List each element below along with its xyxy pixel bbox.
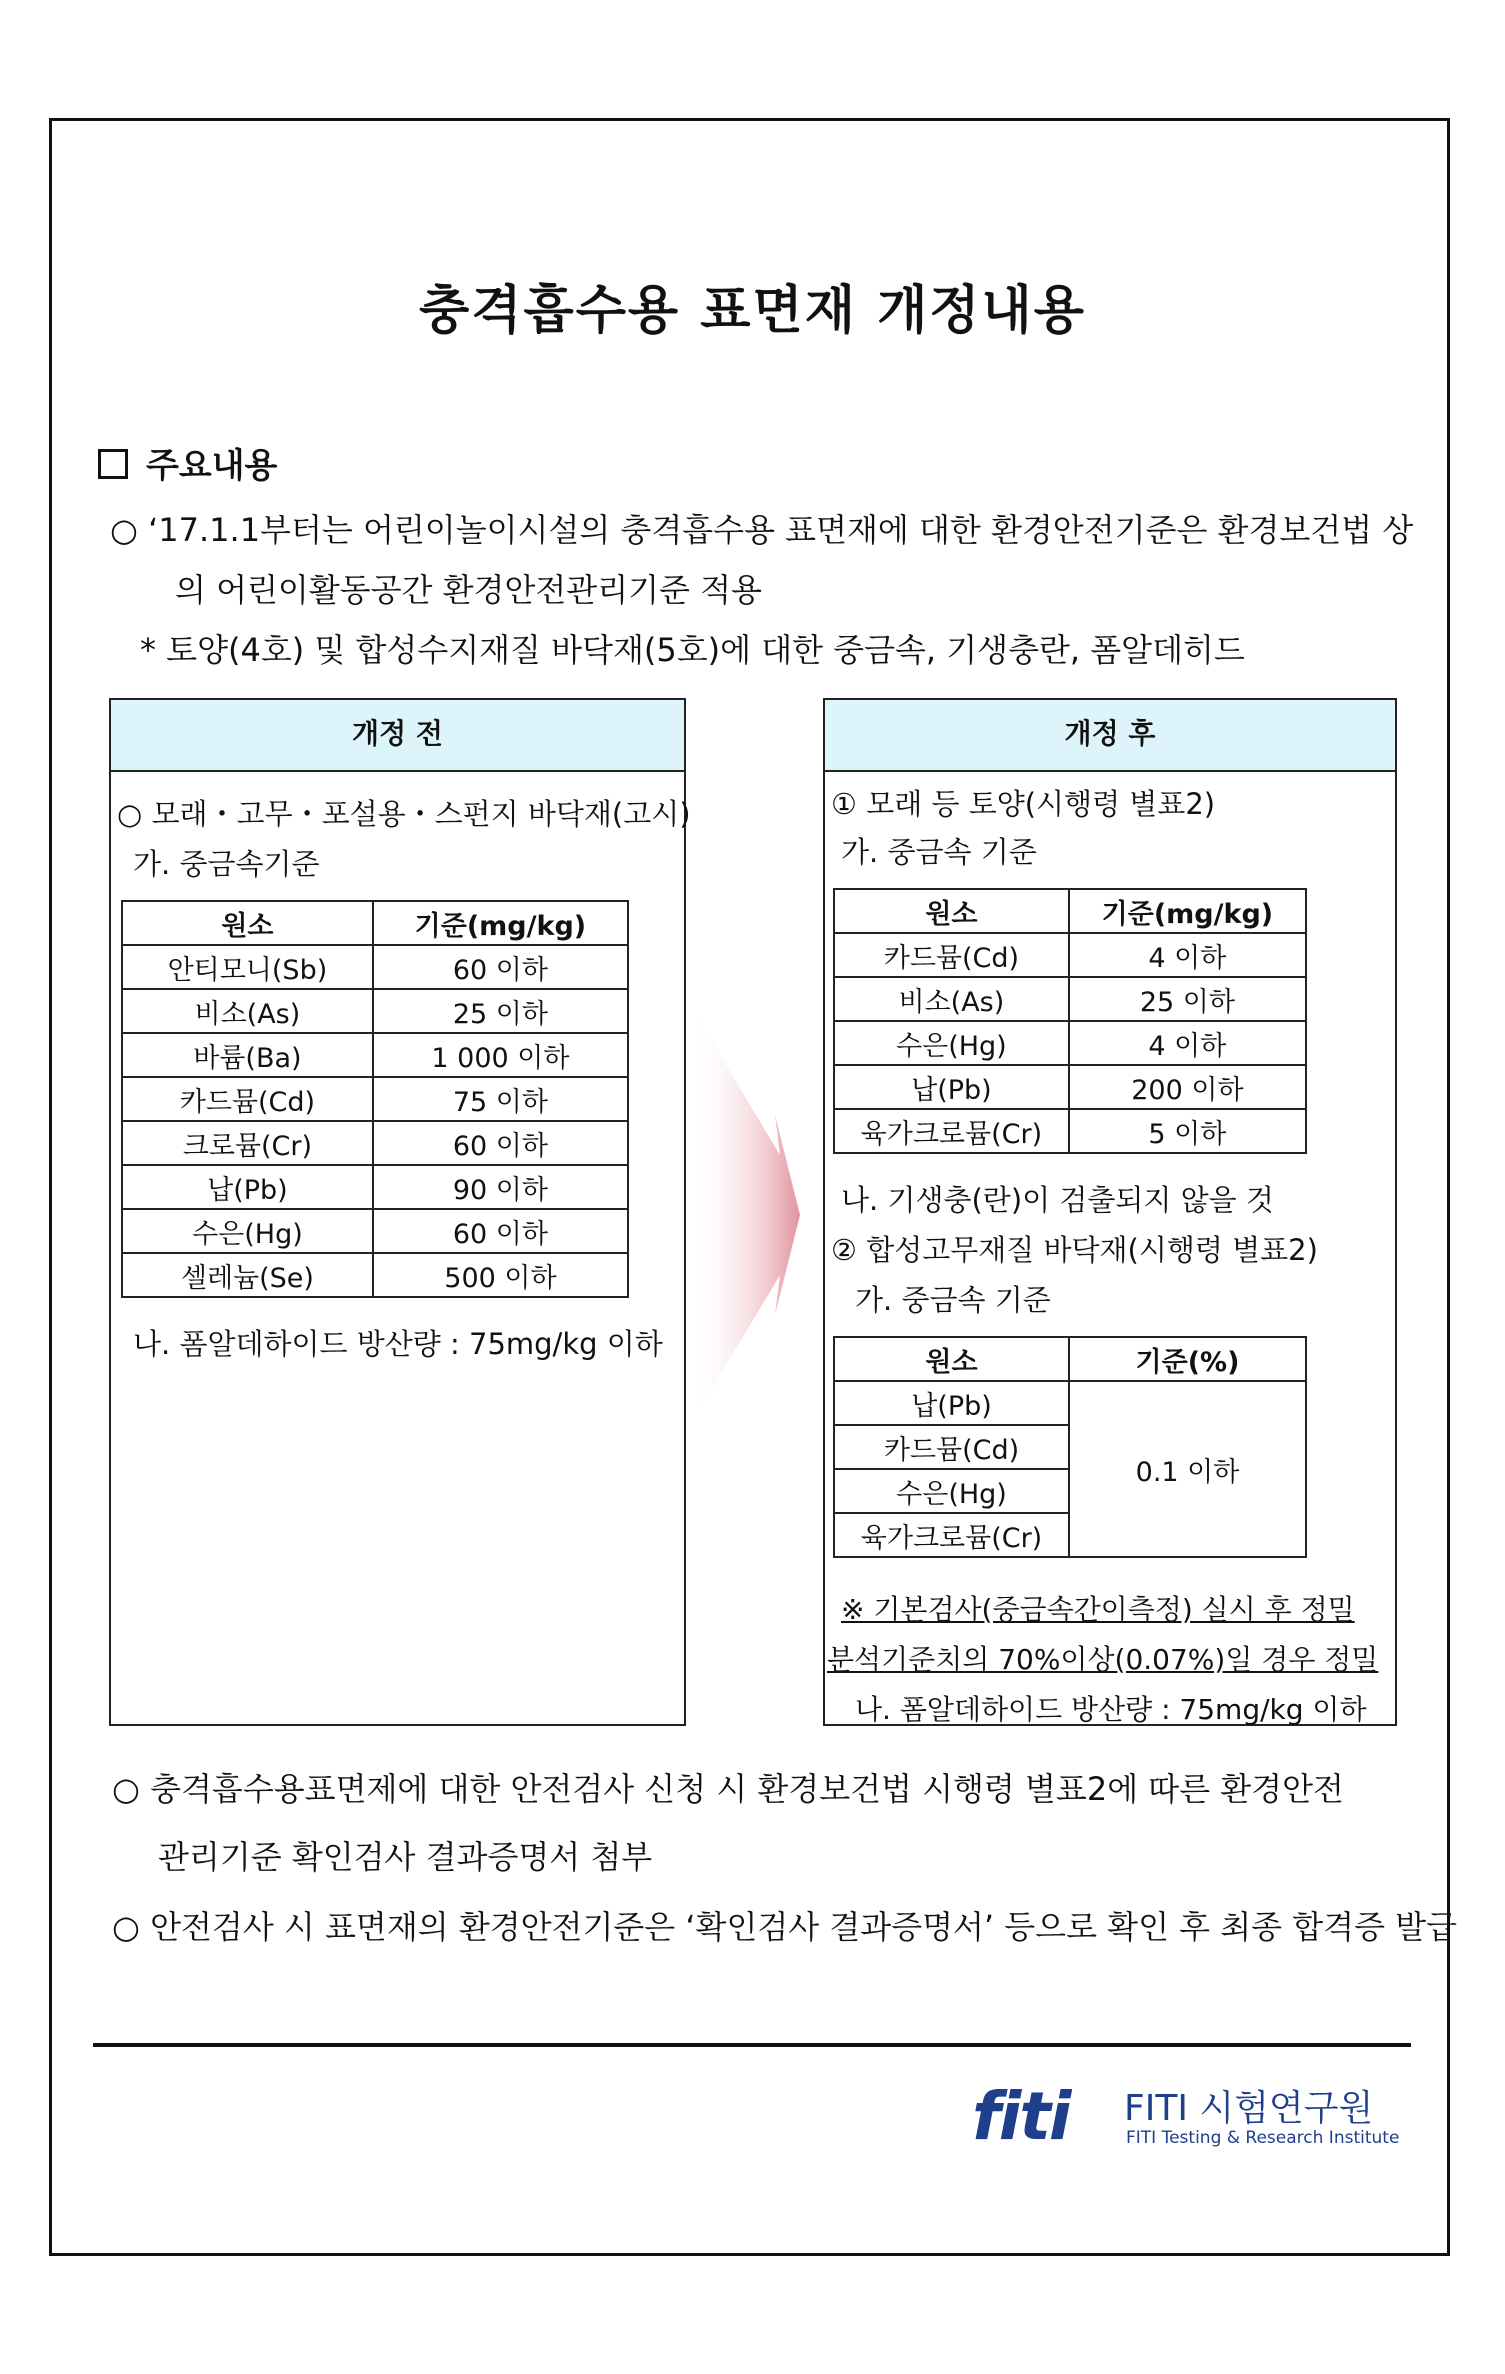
table-row <box>834 933 1306 977</box>
fiti-logo <box>972 2078 1400 2156</box>
value-cell: 25 이하 <box>373 989 628 1033</box>
table-header-cell: 기준(mg/kg) <box>373 901 628 945</box>
element-cell: 카드뮴(Cd) <box>834 933 1069 977</box>
element-cell: 비소(As) <box>122 989 373 1033</box>
value-cell: 25 이하 <box>1069 977 1306 1021</box>
table-row <box>834 977 1306 1021</box>
table-header-cell: 원소 <box>834 1337 1069 1381</box>
value-cell: 200 이하 <box>1069 1065 1306 1109</box>
after-note-line-1: ※ 기본검사(중금속간이측정) 실시 후 정밀 <box>841 1593 1355 1626</box>
section-heading-text: 주요내용 <box>146 446 278 486</box>
after-note-line-2: 분석기준치의 70%이상(0.07%)일 경우 정밀 <box>827 1643 1379 1676</box>
table-row <box>834 1381 1306 1425</box>
fiti-logo-name-kr: FITI 시험연구원 <box>1124 2088 1374 2129</box>
checkbox-square-icon <box>98 449 128 479</box>
after-item-2: ② 합성고무재질 바닥재(시행령 별표2) <box>831 1233 1318 1267</box>
value-cell: 500 이하 <box>373 1253 628 1297</box>
footer-divider <box>93 2043 1411 2047</box>
table-header-row <box>122 901 628 945</box>
element-cell: 수은(Hg) <box>834 1021 1069 1065</box>
before-panel <box>109 698 691 1726</box>
table-row <box>122 989 628 1033</box>
bottom-line-2: ○ 안전검사 시 표면재의 환경안전기준은 ‘확인검사 결과증명서’ 등으로 확인 후 최종 합격증 발급 <box>112 1908 1457 1946</box>
element-cell: 육가크로뮴(Cr) <box>834 1109 1069 1153</box>
element-cell: 납(Pb) <box>834 1381 1069 1425</box>
intro-note: * 토양(4호) 및 합성수지재질 바닥재(5호)에 대한 중금속, 기생충란, 폼알데히드 <box>140 631 1245 669</box>
intro-line-1: ○ ‘17.1.1부터는 어린이놀이시설의 충격흡수용 표면재에 대한 환경안전기준은 환경보건법 상 <box>110 511 1414 549</box>
element-cell: 바륨(Ba) <box>122 1033 373 1077</box>
after-table-2 <box>833 1336 1307 1558</box>
table-row <box>122 1121 628 1165</box>
table-header-cell: 원소 <box>122 901 373 945</box>
element-cell: 납(Pb) <box>122 1165 373 1209</box>
value-cell: 0.1 이하 <box>1069 1381 1306 1557</box>
section-heading <box>98 438 277 487</box>
arrow-right-icon <box>690 1005 800 1425</box>
after-panel <box>823 698 1397 1726</box>
table-row <box>122 1077 628 1121</box>
table-row <box>122 1033 628 1077</box>
value-cell: 60 이하 <box>373 1121 628 1165</box>
value-cell: 4 이하 <box>1069 933 1306 977</box>
table-row <box>122 945 628 989</box>
fiti-logo-mark: fiti <box>972 2078 1070 2155</box>
before-item: ○ 모래・고무・포설용・스펀지 바닥재(고시) <box>117 797 691 831</box>
element-cell: 납(Pb) <box>834 1065 1069 1109</box>
value-cell: 4 이하 <box>1069 1021 1306 1065</box>
bottom-line-1b: 관리기준 확인검사 결과증명서 첨부 <box>158 1838 653 1876</box>
value-cell: 5 이하 <box>1069 1109 1306 1153</box>
bottom-line-1: ○ 충격흡수용표면제에 대한 안전검사 신청 시 환경보건법 시행령 별표2에 따른 환경안전 <box>112 1770 1344 1808</box>
before-sub-a: 가. 중금속기준 <box>133 847 320 881</box>
element-cell: 안티모니(Sb) <box>122 945 373 989</box>
after-item-2-a: 가. 중금속 기준 <box>855 1283 1051 1317</box>
page-title: 충격흡수용 표면재 개정내용 <box>419 281 1086 341</box>
fiti-logo-name-en: FITI Testing & Research Institute <box>1126 2128 1400 2148</box>
after-item-1-b: 나. 기생충(란)이 검출되지 않을 것 <box>841 1183 1274 1217</box>
element-cell: 수은(Hg) <box>122 1209 373 1253</box>
element-cell: 카드뮴(Cd) <box>122 1077 373 1121</box>
before-panel-header: 개정 전 <box>111 700 684 772</box>
value-cell: 1 000 이하 <box>373 1033 628 1077</box>
table-row <box>834 1021 1306 1065</box>
after-table-1 <box>833 888 1307 1154</box>
table-row <box>122 1165 628 1209</box>
table-row <box>834 1065 1306 1109</box>
element-cell: 크로뮴(Cr) <box>122 1121 373 1165</box>
table-header-cell: 기준(%) <box>1069 1337 1306 1381</box>
after-panel-header: 개정 후 <box>825 700 1395 772</box>
before-sub-b: 나. 폼알데하이드 방산량 : 75mg/kg 이하 <box>133 1327 663 1361</box>
element-cell: 수은(Hg) <box>834 1469 1069 1513</box>
table-header-cell: 원소 <box>834 889 1069 933</box>
after-item-1: ① 모래 등 토양(시행령 별표2) <box>831 787 1216 821</box>
value-cell: 75 이하 <box>373 1077 628 1121</box>
table-header-cell: 기준(mg/kg) <box>1069 889 1306 933</box>
table-row <box>122 1209 628 1253</box>
value-cell: 60 이하 <box>373 945 628 989</box>
table-row <box>122 1253 628 1297</box>
table-row <box>834 1109 1306 1153</box>
intro-line-2: 의 어린이활동공간 환경안전관리기준 적용 <box>175 571 762 609</box>
after-item-2-b: 나. 폼알데하이드 방산량 : 75mg/kg 이하 <box>855 1693 1367 1726</box>
after-item-1-a: 가. 중금속 기준 <box>841 835 1037 869</box>
table-header-row <box>834 1337 1306 1381</box>
before-table <box>121 900 629 1298</box>
element-cell: 육가크로뮴(Cr) <box>834 1513 1069 1557</box>
value-cell: 60 이하 <box>373 1209 628 1253</box>
table-header-row <box>834 889 1306 933</box>
element-cell: 카드뮴(Cd) <box>834 1425 1069 1469</box>
element-cell: 셀레늄(Se) <box>122 1253 373 1297</box>
element-cell: 비소(As) <box>834 977 1069 1021</box>
value-cell: 90 이하 <box>373 1165 628 1209</box>
